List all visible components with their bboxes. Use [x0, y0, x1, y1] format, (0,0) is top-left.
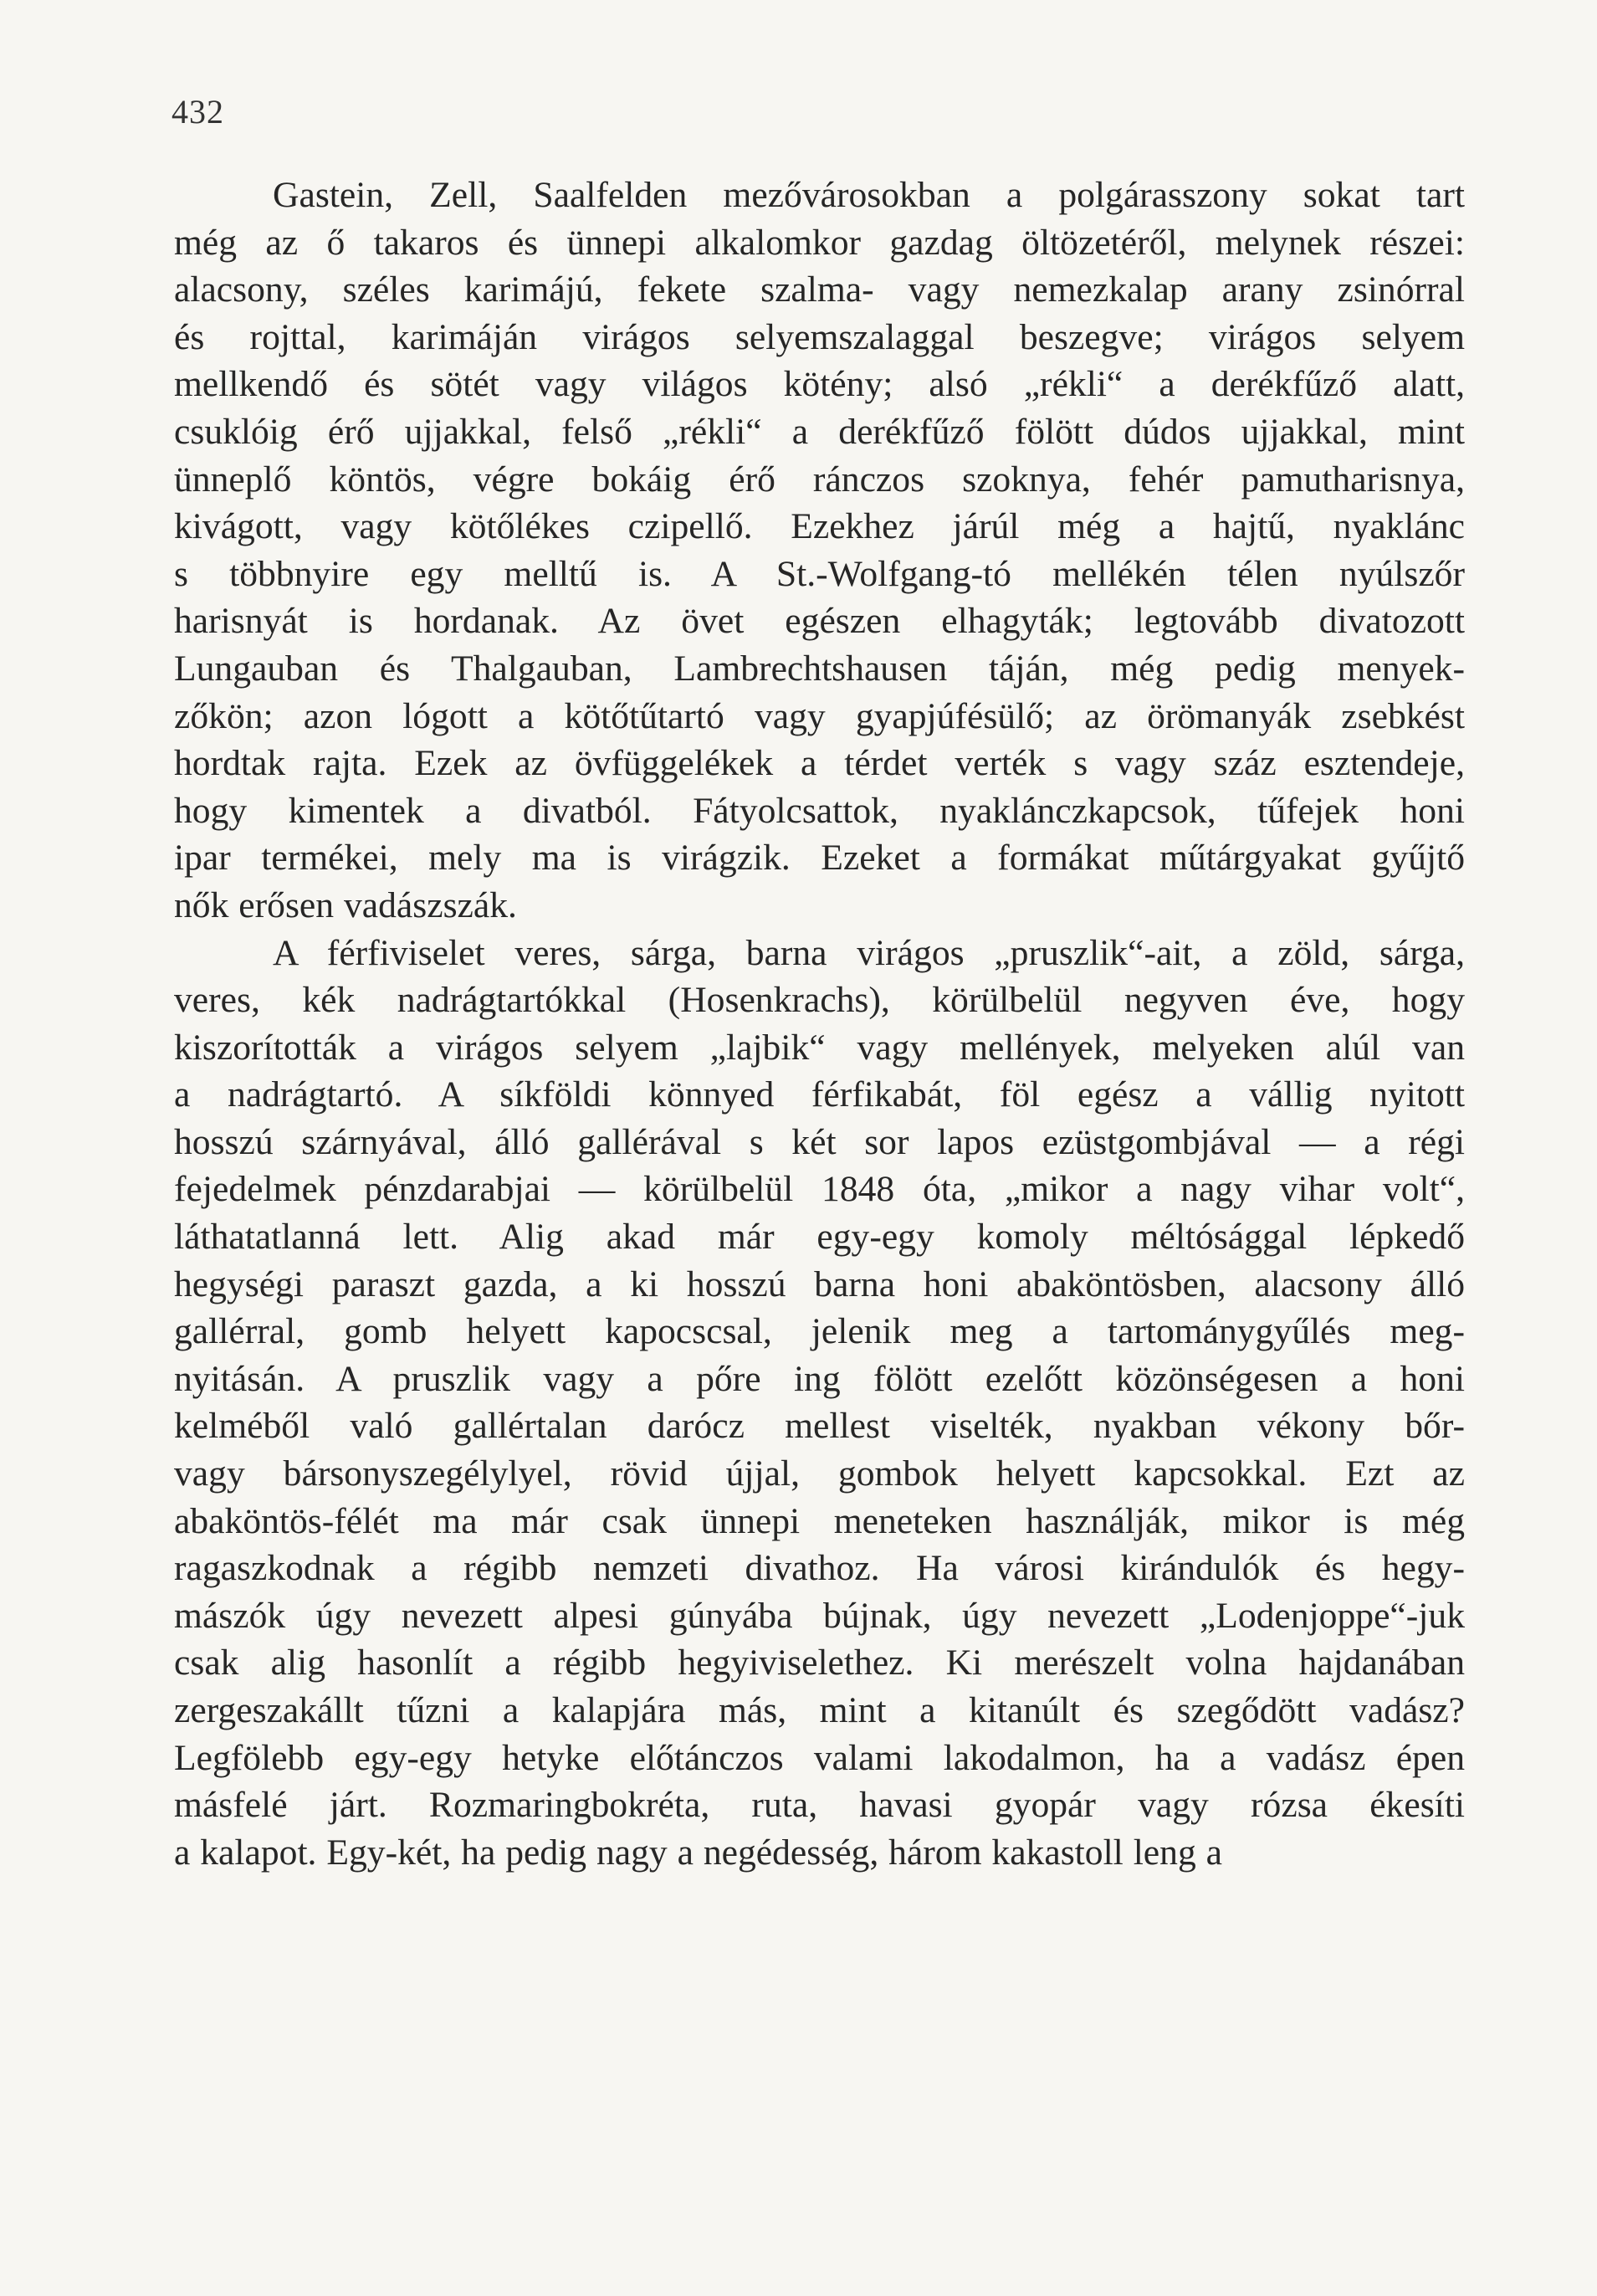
- text-line: gallérral, gomb helyett kapocscsal, jelenik meg a tartománygyűlés meg-: [174, 1311, 1465, 1352]
- paragraph-2: [174, 930, 1465, 1877]
- text-line: kiszorították a virágos selyem „lajbik“ vagy mellények, melyeken alúl van: [174, 1027, 1465, 1068]
- text-line: alacsony, széles karimájú, fekete szalma- vagy nemezkalap arany zsinórral: [174, 269, 1465, 310]
- page-number: 432: [171, 93, 224, 131]
- text-line: kelméből való gallértalan darócz mellest viselték, nyakban vékony bőr-: [174, 1406, 1465, 1447]
- text-line: s többnyire egy melltű is. A St.-Wolfgang-tó mellékén télen nyúlszőr: [174, 553, 1465, 594]
- text-line: és rojttal, karimáján virágos selyemszalaggal beszegve; virágos selyem: [174, 316, 1465, 357]
- text-line: hosszú szárnyával, álló gallérával s két sor lapos ezüstgombjával — a régi: [174, 1121, 1465, 1162]
- text-line: Gastein, Zell, Saalfelden mezővárosokban a polgárasszony sokat tart: [273, 175, 1465, 215]
- text-line: veres, kék nadrágtartókkal (Hosenkrachs), körülbelül negyven éve, hogy: [174, 980, 1465, 1021]
- text-line: nők erősen vadászszák.: [174, 884, 517, 925]
- text-line: a nadrágtartó. A síkföldi könnyed férfikabát, föl egész a vállig nyitott: [174, 1074, 1465, 1115]
- text-line: harisnyát is hordanak. Az övet egészen elhagyták; legtovább divatozott: [174, 601, 1465, 642]
- text-line: kivágott, vagy kötőlékes czipellő. Ezekhez járúl még a hajtű, nyaklánc: [174, 506, 1465, 547]
- text-line: csak alig hasonlít a régibb hegyiviselethez. Ki merészelt volna hajdanában: [174, 1643, 1465, 1684]
- text-line: a kalapot. Egy-két, ha pedig nagy a negédesség, három kakastoll leng a: [174, 1832, 1222, 1873]
- text-line: láthatatlanná lett. Alig akad már egy-egy komoly méltósággal lépkedő: [174, 1217, 1465, 1258]
- text-line: A férfiviselet veres, sárga, barna virágos „pruszlik“-ait, a zöld, sárga,: [273, 932, 1465, 973]
- text-line: zőkön; azon lógott a kötőtűtartó vagy gyapjúfésülő; az örömanyák zsebkést: [174, 695, 1465, 736]
- text-line: hordtak rajta. Ezek az övfüggelékek a térdet verték s vagy száz esztendeje,: [174, 743, 1465, 784]
- text-line: Legfölebb egy-egy hetyke előtánczos valami lakodalmon, ha a vadász épen: [174, 1737, 1465, 1778]
- text-line: Lungauban és Thalgauban, Lambrechtshausen táján, még pedig menyek-: [174, 648, 1465, 689]
- text-line: nyitásán. A pruszlik vagy a pőre ing fölött ezelőtt közönségesen a honi: [174, 1358, 1465, 1399]
- text-line: abaköntös-félét ma már csak ünnepi meneteken használják, mikor is még: [174, 1500, 1465, 1541]
- text-line: ragaszkodnak a régibb nemzeti divathoz. Ha városi kirándulók és hegy-: [174, 1548, 1465, 1589]
- text-line: másfelé járt. Rozmaringbokréta, ruta, havasi gyopár vagy rózsa ékesíti: [174, 1785, 1465, 1826]
- text-line: hegységi paraszt gazda, a ki hosszú barna honi abaköntösben, alacsony álló: [174, 1263, 1465, 1304]
- text-line: hogy kimentek a divatból. Fátyolcsattok, nyaklánczkapcsok, tűfejek honi: [174, 790, 1465, 831]
- text-line: zergeszakállt tűzni a kalapjára más, mint a kitanúlt és szegődött vadász?: [174, 1690, 1465, 1730]
- text-line: vagy bársonyszegélylyel, rövid újjal, gombok helyett kapcsokkal. Ezt az: [174, 1453, 1465, 1494]
- text-line: fejedelmek pénzdarabjai — körülbelül 1848 óta, „mikor a nagy vihar volt“,: [174, 1169, 1465, 1210]
- text-line: mellkendő és sötét vagy világos kötény; alsó „rékli“ a derékfűző alatt,: [174, 364, 1465, 405]
- text-line: még az ő takaros és ünnepi alkalomkor gazdag öltözetéről, melynek részei:: [174, 222, 1465, 263]
- paragraph-1: [174, 172, 1465, 930]
- page-body-text: [174, 172, 1465, 1876]
- text-line: mászók úgy nevezett alpesi gúnyába bújnak, úgy nevezett „Lodenjoppe“-juk: [174, 1595, 1465, 1636]
- text-line: csuklóig érő ujjakkal, felső „rékli“ a derékfűző fölött dúdos ujjakkal, mint: [174, 411, 1465, 452]
- text-line: ünneplő köntös, végre bokáig érő ránczos szoknya, fehér pamutharisnya,: [174, 459, 1465, 500]
- text-line: ipar termékei, mely ma is virágzik. Ezeket a formákat műtárgyakat gyűjtő: [174, 838, 1465, 879]
